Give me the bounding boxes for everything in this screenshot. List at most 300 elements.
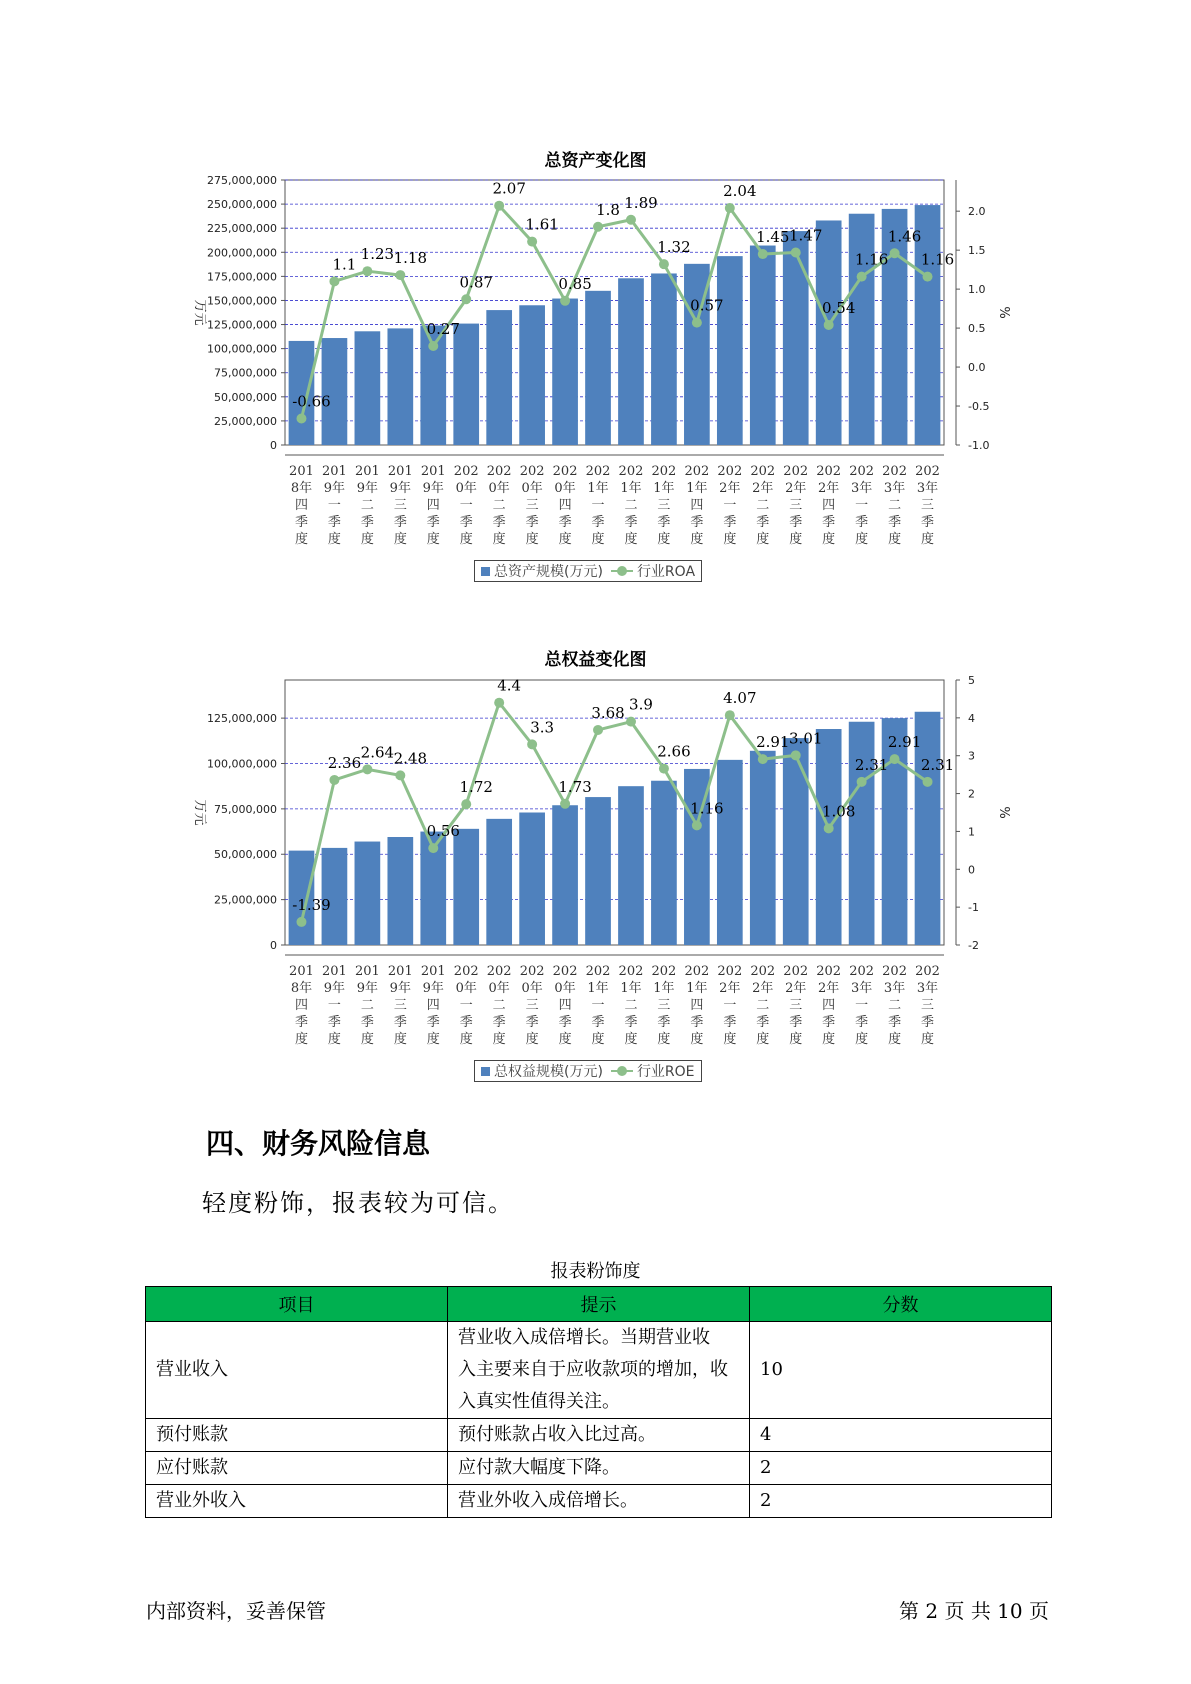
line-swatch-icon (611, 566, 633, 576)
x-tick-label: 1年 (653, 481, 675, 496)
x-tick-label: 9年 (422, 981, 444, 996)
header-item: 项目 (146, 1287, 448, 1322)
footer-page-number: 第 2 页 共 10 页 (899, 1599, 1049, 1623)
x-tick-label: 201 (420, 464, 446, 479)
x-tick-label: 四 (690, 498, 704, 513)
x-tick-label: 度 (624, 532, 638, 547)
x-tick-label: 度 (426, 1032, 440, 1047)
data-label: -1.39 (292, 895, 331, 914)
x-tick-label: 202 (915, 964, 940, 979)
x-tick-label: 季 (327, 1015, 341, 1030)
y-axis-title: 万元 (192, 299, 207, 326)
x-tick-label: 1年 (587, 481, 609, 496)
line-point (659, 764, 669, 774)
x-tick-label: 1年 (620, 981, 642, 996)
line-point (659, 259, 669, 269)
x-tick-label: 9年 (356, 481, 379, 496)
data-label: 2.48 (393, 749, 428, 768)
x-tick-label: 季 (822, 1015, 836, 1030)
x-tick-label: 3年 (850, 481, 873, 496)
x-tick-label: 季 (624, 515, 638, 530)
x-tick-label: 四 (822, 498, 836, 513)
legend-label: 行业ROE (636, 1064, 695, 1080)
x-tick-label: 度 (789, 1032, 803, 1047)
x-tick-label: 度 (294, 1032, 308, 1047)
data-label: 1.1 (332, 255, 357, 274)
x-tick-label: 三 (525, 998, 539, 1013)
x-tick-label: 三 (789, 498, 803, 513)
x-tick-label: 季 (327, 515, 341, 530)
x-tick-label: 度 (459, 532, 473, 547)
x-tick-label: 二 (756, 998, 770, 1013)
x-tick-label: 202 (882, 964, 907, 979)
line-point (428, 843, 438, 853)
x-tick-label: 202 (453, 964, 479, 979)
tip-line: 营业收入成倍增长。当期营业收 (458, 1327, 710, 1348)
line-point (362, 266, 372, 276)
bar (783, 738, 809, 945)
x-tick-label: 度 (492, 532, 506, 547)
bar (519, 813, 545, 946)
cell-score: 10 (750, 1322, 1052, 1419)
data-label: 2.36 (327, 753, 362, 772)
x-tick-label: 季 (921, 1015, 935, 1030)
x-tick-label: 度 (723, 532, 737, 547)
data-label: 1.46 (887, 227, 922, 246)
x-tick-label: 9年 (422, 481, 444, 496)
data-label: 2.91 (887, 733, 922, 752)
x-tick-label: 度 (921, 1032, 935, 1047)
x-tick-label: 度 (459, 1032, 473, 1047)
line-point (494, 698, 504, 708)
x-tick-label: 202 (882, 464, 907, 479)
line-point (494, 201, 504, 211)
cell-tip (448, 1322, 750, 1419)
y2-tick-label: -0.5 (968, 400, 990, 414)
x-tick-label: 202 (783, 964, 809, 979)
cell-item: 营业外收入 (146, 1485, 448, 1518)
x-tick-label: 四 (822, 998, 836, 1013)
x-tick-label: 季 (426, 515, 440, 530)
x-tick-label: 一 (855, 998, 869, 1013)
x-tick-label: 三 (657, 498, 671, 513)
x-tick-label: 度 (822, 532, 836, 547)
bar (585, 291, 611, 445)
legend-item-roa (611, 561, 695, 581)
x-tick-label: 8年 (290, 981, 313, 996)
x-tick-label: 0年 (521, 981, 543, 996)
chart2-legend (474, 1060, 702, 1082)
y-axis-title: 万元 (192, 799, 207, 826)
line-point (362, 764, 372, 774)
risk-table (145, 1286, 1052, 1518)
x-tick-label: 度 (426, 532, 440, 547)
x-tick-label: 201 (354, 964, 380, 979)
line-point (758, 249, 768, 259)
table-row (146, 1452, 1052, 1485)
x-tick-label: 三 (393, 998, 407, 1013)
x-tick-label: 1年 (653, 981, 675, 996)
cell-tip: 预付账款占收入比过高。 (448, 1419, 750, 1452)
y2-axis-title: % (996, 806, 1011, 819)
data-label: 1.8 (596, 200, 620, 219)
x-tick-label: 0年 (488, 481, 510, 496)
x-tick-label: 一 (591, 998, 605, 1013)
x-tick-label: 一 (723, 498, 737, 513)
data-label: 0.56 (426, 822, 460, 841)
line-point (725, 710, 735, 720)
x-tick-label: 度 (756, 532, 770, 547)
bar (750, 751, 776, 945)
x-tick-label: 一 (723, 998, 737, 1013)
x-tick-label: 3年 (883, 981, 906, 996)
x-tick-label: 202 (684, 964, 710, 979)
x-tick-label: 201 (387, 964, 413, 979)
line-point (329, 276, 339, 286)
table-caption: 报表粉饰度 (550, 1261, 641, 1282)
header-tip: 提示 (448, 1287, 750, 1322)
y-tick-label: 150,000,000 (207, 294, 277, 308)
x-tick-label: 季 (723, 1015, 737, 1030)
x-tick-label: 2年 (719, 981, 741, 996)
y-tick-label: 25,000,000 (214, 414, 277, 428)
y-tick-label: 0 (270, 439, 277, 452)
x-tick-label: 201 (420, 964, 446, 979)
x-tick-label: 季 (294, 515, 308, 530)
cell-score: 2 (750, 1452, 1052, 1485)
x-tick-label: 202 (585, 464, 611, 479)
x-tick-label: 度 (822, 1032, 836, 1047)
x-tick-label: 三 (789, 998, 803, 1013)
line-point (923, 777, 933, 787)
x-tick-label: 度 (690, 1032, 704, 1047)
table-row (146, 1419, 1052, 1452)
x-tick-label: 202 (849, 964, 875, 979)
x-tick-label: 度 (360, 532, 374, 547)
x-tick-label: 季 (657, 515, 671, 530)
data-label: 1.89 (624, 193, 658, 212)
table-row (146, 1322, 1052, 1419)
x-tick-label: 季 (360, 515, 374, 530)
x-tick-label: 三 (525, 498, 539, 513)
x-tick-label: 度 (624, 1032, 638, 1047)
y2-tick-label: 2 (968, 787, 975, 801)
line-point (296, 414, 306, 424)
x-tick-label: 季 (789, 515, 803, 530)
bar (618, 786, 644, 945)
x-tick-label: 202 (750, 964, 776, 979)
table-header-row (146, 1287, 1052, 1322)
data-label: 1.16 (854, 250, 889, 269)
y-tick-label: 100,000,000 (207, 757, 277, 771)
x-tick-label: 度 (525, 1032, 539, 1047)
x-tick-label: 季 (492, 1015, 506, 1030)
x-tick-label: 2年 (818, 481, 840, 496)
y2-tick-label: -1.0 (968, 439, 990, 452)
x-tick-label: 202 (651, 964, 677, 979)
data-label: 0.27 (426, 320, 460, 339)
bar (783, 231, 809, 445)
table-row (146, 1485, 1052, 1518)
x-tick-label: 0年 (455, 981, 477, 996)
cell-tip: 应付款大幅度下降。 (448, 1452, 750, 1485)
bar (618, 278, 644, 445)
line-point (593, 222, 603, 232)
x-tick-label: 0年 (455, 481, 477, 496)
bar-swatch-icon (481, 1067, 490, 1076)
x-tick-label: 季 (657, 1015, 671, 1030)
bar (750, 246, 776, 445)
y-tick-label: 100,000,000 (207, 342, 277, 356)
legend-item-assets (481, 561, 603, 581)
bar (651, 273, 677, 445)
x-tick-label: 度 (327, 532, 341, 547)
data-label: 1.16 (920, 250, 955, 269)
x-tick-label: 9年 (323, 481, 346, 496)
tip-line: 入主要来自于应收款项的增加，收 (458, 1359, 728, 1380)
tip-line: 入真实性值得关注。 (458, 1391, 620, 1412)
y-tick-label: 250,000,000 (207, 198, 277, 212)
y-tick-label: 50,000,000 (214, 390, 277, 404)
x-tick-label: 度 (723, 1032, 737, 1047)
x-tick-label: 9年 (323, 981, 346, 996)
x-tick-label: 202 (717, 464, 743, 479)
data-label: 3.3 (530, 718, 555, 737)
bar (651, 781, 677, 945)
x-tick-label: 季 (525, 515, 539, 530)
x-tick-label: 0年 (521, 481, 543, 496)
x-tick-label: 3年 (850, 981, 873, 996)
line-point (461, 799, 471, 809)
line-point (626, 215, 636, 225)
x-tick-label: 9年 (356, 981, 379, 996)
chart1-title: 总资产变化图 (544, 151, 647, 171)
legend-label: 总资产规模(万元) (494, 564, 603, 580)
data-label: 1.73 (558, 777, 592, 796)
y2-tick-label: 1.5 (968, 244, 986, 258)
data-label: 1.18 (393, 249, 428, 268)
bar (552, 805, 578, 945)
data-label: 2.64 (360, 743, 395, 762)
x-tick-label: 202 (684, 464, 710, 479)
line-point (890, 754, 900, 764)
x-tick-label: 季 (558, 515, 572, 530)
y2-tick-label: 1 (968, 825, 975, 839)
data-label: 3.9 (629, 695, 653, 714)
x-tick-label: 202 (453, 464, 479, 479)
x-tick-label: 二 (624, 998, 638, 1013)
total-assets-chart (0, 170, 1191, 590)
bar-swatch-icon (481, 567, 490, 576)
x-tick-label: 2年 (719, 481, 741, 496)
x-tick-label: 三 (921, 998, 935, 1013)
x-tick-label: 2年 (818, 981, 840, 996)
x-tick-label: 四 (690, 998, 704, 1013)
x-tick-label: 度 (294, 532, 308, 547)
data-label: 2.91 (756, 733, 790, 752)
x-tick-label: 季 (525, 1015, 539, 1030)
x-tick-label: 度 (360, 1032, 374, 1047)
bar (387, 328, 413, 445)
x-tick-label: 三 (393, 498, 407, 513)
line-point (692, 318, 702, 328)
x-tick-label: 1年 (686, 481, 708, 496)
x-tick-label: 201 (387, 464, 413, 479)
y-tick-label: 275,000,000 (207, 174, 277, 187)
x-tick-label: 1年 (587, 981, 609, 996)
x-tick-label: 202 (486, 964, 512, 979)
x-tick-label: 二 (756, 498, 770, 513)
x-tick-label: 202 (849, 464, 875, 479)
x-tick-label: 季 (723, 515, 737, 530)
bar (816, 220, 842, 445)
x-tick-label: 201 (354, 464, 380, 479)
line-point (329, 775, 339, 785)
y2-tick-label: 3 (968, 749, 975, 763)
x-tick-label: 2年 (785, 981, 807, 996)
x-tick-label: 202 (783, 464, 809, 479)
data-label: 2.31 (854, 755, 889, 774)
x-tick-label: 201 (289, 464, 314, 479)
y2-tick-label: 1.0 (968, 283, 986, 297)
bar (355, 842, 381, 945)
x-tick-label: 季 (558, 1015, 572, 1030)
x-tick-label: 9年 (389, 981, 411, 996)
x-tick-label: 度 (525, 532, 539, 547)
data-label: 2.04 (723, 182, 757, 201)
data-label: 1.32 (657, 238, 691, 257)
x-tick-label: 度 (756, 1032, 770, 1047)
bar (717, 256, 743, 445)
y2-tick-label: 0 (968, 863, 975, 877)
y-tick-label: 125,000,000 (207, 712, 277, 726)
line-point (626, 717, 636, 727)
x-tick-label: 季 (591, 515, 605, 530)
x-tick-label: 度 (393, 532, 407, 547)
x-tick-label: 季 (888, 1015, 902, 1030)
x-tick-label: 202 (618, 964, 644, 979)
x-tick-label: 201 (322, 464, 347, 479)
data-label: 3.01 (789, 729, 823, 748)
x-tick-label: 季 (492, 515, 506, 530)
x-tick-label: 202 (915, 464, 940, 479)
x-tick-label: 202 (552, 464, 578, 479)
bar (816, 729, 842, 945)
y2-tick-label: 5 (968, 674, 975, 687)
line-point (395, 770, 405, 780)
x-tick-label: 2年 (785, 481, 807, 496)
cell-item: 营业收入 (146, 1322, 448, 1419)
bar (387, 837, 413, 945)
bar (486, 819, 512, 945)
y2-tick-label: 2.0 (968, 205, 986, 219)
x-tick-label: 四 (426, 498, 440, 513)
x-tick-label: 3年 (883, 481, 906, 496)
y-tick-label: 0 (270, 939, 277, 952)
x-tick-label: 二 (360, 998, 374, 1013)
x-tick-label: 2年 (752, 981, 774, 996)
data-label: -0.66 (292, 392, 331, 411)
x-tick-label: 季 (459, 1015, 473, 1030)
chart2-title: 总权益变化图 (544, 650, 647, 670)
x-tick-label: 度 (789, 532, 803, 547)
x-tick-label: 三 (657, 998, 671, 1013)
bar (552, 299, 578, 445)
x-tick-label: 二 (492, 998, 506, 1013)
y2-axis-title: % (996, 306, 1011, 319)
x-tick-label: 季 (888, 515, 902, 530)
x-tick-label: 度 (558, 532, 572, 547)
x-tick-label: 度 (327, 1032, 341, 1047)
line-point (527, 237, 537, 247)
x-tick-label: 季 (624, 1015, 638, 1030)
line-point (296, 917, 306, 927)
x-tick-label: 二 (888, 498, 902, 513)
x-tick-label: 度 (888, 1032, 902, 1047)
section-heading: 四、财务风险信息 (206, 1127, 431, 1160)
x-tick-label: 202 (618, 464, 644, 479)
line-point (857, 272, 867, 282)
x-tick-label: 二 (888, 998, 902, 1013)
data-label: 1.08 (821, 802, 856, 821)
data-label: 1.23 (360, 245, 395, 264)
x-tick-label: 季 (426, 1015, 440, 1030)
bar (717, 760, 743, 945)
data-label: 0.85 (558, 274, 592, 293)
x-tick-label: 四 (294, 998, 308, 1013)
x-tick-label: 202 (519, 464, 545, 479)
bar (453, 829, 479, 945)
chart1-legend (474, 560, 702, 582)
x-tick-label: 度 (690, 532, 704, 547)
line-point (395, 270, 405, 280)
line-point (725, 203, 735, 213)
line-point (791, 247, 801, 257)
x-tick-label: 202 (585, 964, 611, 979)
risk-summary: 轻度粉饰，报表较为可信。 (202, 1189, 514, 1217)
cell-score: 2 (750, 1485, 1052, 1518)
line-point (923, 272, 933, 282)
x-tick-label: 一 (855, 498, 869, 513)
x-tick-label: 一 (327, 998, 341, 1013)
y2-tick-label: -1 (968, 901, 979, 915)
bar (849, 214, 875, 445)
y-tick-label: 50,000,000 (214, 848, 277, 862)
y2-tick-label: 4 (968, 711, 975, 725)
cell-item: 预付账款 (146, 1419, 448, 1452)
footer-confidential: 内部资料，妥善保管 (146, 1599, 326, 1623)
y2-tick-label: -2 (968, 939, 979, 952)
data-label: 1.45 (756, 228, 790, 247)
data-label: 2.07 (492, 179, 526, 198)
y-tick-label: 225,000,000 (207, 222, 277, 236)
x-tick-label: 202 (816, 964, 842, 979)
x-tick-label: 季 (690, 515, 704, 530)
x-tick-label: 季 (360, 1015, 374, 1030)
x-tick-label: 度 (888, 532, 902, 547)
line-point (857, 777, 867, 787)
y-tick-label: 175,000,000 (207, 270, 277, 284)
x-tick-label: 202 (750, 464, 776, 479)
bar (519, 305, 545, 445)
x-tick-label: 四 (294, 498, 308, 513)
legend-item-equity (481, 1061, 603, 1081)
x-tick-label: 一 (459, 998, 473, 1013)
x-tick-label: 2年 (752, 481, 774, 496)
x-tick-label: 季 (393, 1015, 407, 1030)
line-point (791, 750, 801, 760)
cell-item: 应付账款 (146, 1452, 448, 1485)
